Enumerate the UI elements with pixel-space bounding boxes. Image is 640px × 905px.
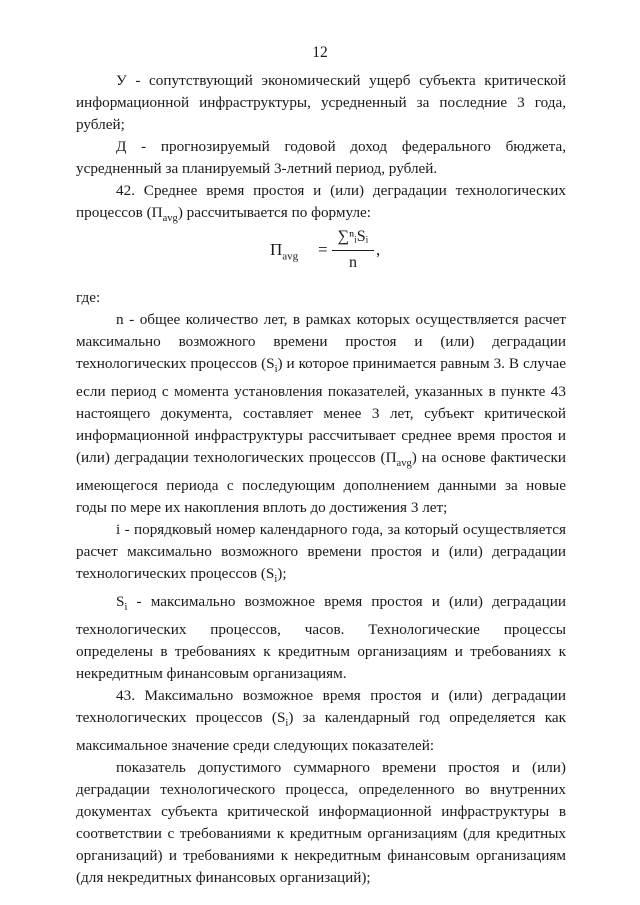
page-number: 12 — [312, 44, 328, 61]
symbol-si: $S_i$ — [266, 355, 278, 376]
symbol-si: $S_i$ — [116, 593, 128, 614]
fraction-bar — [332, 250, 374, 251]
definition-i: i - порядковый номер календарного года, за который осуществляется расчет максимально возможного времени простоя и (или) деградации технологических процессов $(S_i)$; — [76, 521, 566, 586]
definition-si: $S_i$ - максимально возможное время простоя и (или) деградации технологических процессов, часов. Технологические процессы определены в требованиях к кредитным организациям и требованиях к некредитным финансовым организациям. — [76, 593, 566, 683]
definition-u: У - сопутствующий экономический ущерб субъекта критической информационной инфраструктуры, усредненный за последние 3 года, рублей; — [76, 72, 566, 133]
formula-comma: , — [376, 240, 381, 259]
symbol-si: $S_i$ — [276, 709, 289, 730]
indicator-paragraph: показатель допустимого суммарного времени простоя и (или) деградации технологического процесса, определенного во внутренних документах субъекта критической информационной инфраструктуры в соответствии с требованиями к кредитным организациям (для кредитных организаций) и требованиями к некредитным финансовым организациям (для некредитных финансовых организаций); — [76, 759, 566, 887]
formula-denominator: n — [349, 254, 357, 271]
where-label: где: — [76, 289, 101, 306]
symbol-p-avg: $П_{avg}$ — [385, 449, 412, 470]
definitions-block — [76, 70, 566, 230]
formula-numerator: ∑ⁿᵢSᵢ — [337, 228, 369, 245]
formula-p-avg — [270, 226, 470, 272]
definition-d: Д - прогнозируемый годовой доход федерального бюджета, усредненный за планируемый 3-летний период, рублей. — [76, 138, 566, 177]
paragraph-42: 42. Среднее время простоя и (или) деградации технологических процессов $(П_{avg})$ рассчитывается по формуле: — [76, 182, 566, 225]
definition-n: n - общее количество лет, в рамках которых осуществляется расчет максимально возможного времени простоя и (или) деградации технологических процессов $(S_i)$ и которое принимается равным 3. В случае если период с момента установления показателей, указанных в пункте 43 настоящего документа, составляет менее 3 лет, субъект критической информационной инфраструктуры рассчитывает среднее время простоя и (или) деградации технологических процессов $(П_{avg})$ на основе фактически имеющегося периода с последующим дополнением данными за новые годы по мере их накопления вплоть до достижения 3 лет; — [76, 311, 566, 517]
formula-lhs: $П_{avg}$ — [270, 240, 299, 263]
explanation-block — [76, 287, 566, 889]
symbol-p-avg: $П_{avg}$ — [151, 204, 178, 225]
symbol-si: $S_i$ — [265, 565, 278, 586]
paragraph-43: 43. Максимально возможное время простоя и (или) деградации технологических процессов $(S_i)$ за календарный год определяется как максимальное значение среди следующих показателей: — [76, 687, 566, 755]
formula-equals: = — [318, 240, 328, 259]
